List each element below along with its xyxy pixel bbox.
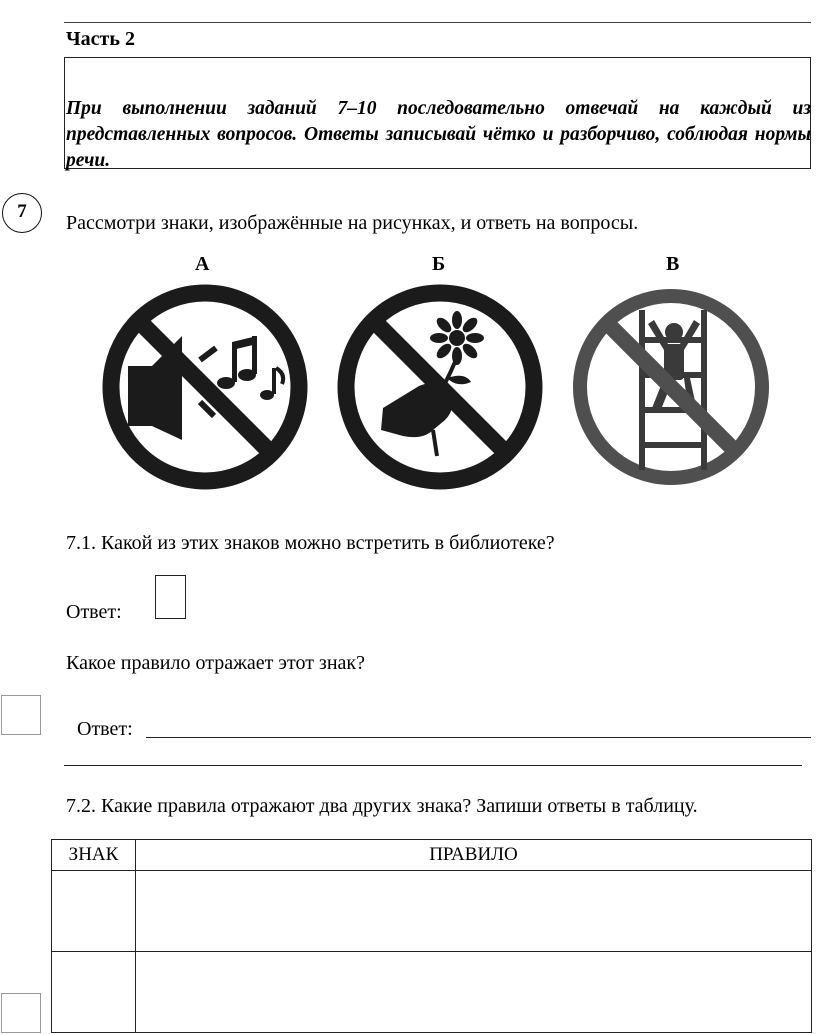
no-climbing-icon (564, 280, 778, 494)
table-cell-sign-1[interactable] (52, 871, 136, 952)
answer-label-7-1-rule: Ответ: (77, 718, 133, 740)
task-prompt: Рассмотри знаки, изображённые на рисунках, и ответь на вопросы. (66, 212, 639, 234)
question-7-2: 7.2. Какие правила отражают два других знака? Запиши ответы в таблицу. (66, 795, 698, 817)
table-cell-sign-2[interactable] (52, 952, 136, 1033)
task-number-badge: 7 (2, 193, 42, 233)
table-cell-rule-2[interactable] (136, 952, 812, 1033)
instructions-text: При выполнении заданий 7–10 последовательно отвечай на каждый из представленных вопросов. Ответы записывай чётко и разборчиво, соблюдая нормы речи. (66, 98, 811, 171)
answer-label-7-1: Ответ: (66, 601, 122, 623)
top-rule (64, 22, 811, 23)
answer-line-1[interactable] (146, 737, 811, 738)
part-title: Часть 2 (66, 28, 135, 50)
table-cell-rule-1[interactable] (136, 871, 812, 952)
sign-letter-v: В (666, 253, 680, 275)
question-7-1: 7.1. Какой из этих знаков можно встретить в библиотеке? (66, 532, 555, 554)
table-header-sign: ЗНАК (52, 840, 136, 871)
answer-box-7-1[interactable] (155, 575, 186, 619)
answer-line-2[interactable] (64, 765, 802, 766)
question-7-1-followup: Какое правило отражает этот знак? (66, 652, 366, 674)
no-picking-flowers-icon (333, 280, 547, 494)
score-box-7-2[interactable] (1, 993, 41, 1033)
score-box-7-1[interactable] (1, 695, 41, 735)
table-header-rule: ПРАВИЛО (136, 840, 812, 871)
sign-letter-b: Б (432, 253, 446, 275)
table-row (52, 871, 812, 952)
rules-table (51, 839, 812, 1033)
no-loud-music-icon (98, 280, 312, 494)
table-header-row (52, 840, 812, 871)
sign-letter-a: А (195, 253, 210, 275)
table-row (52, 952, 812, 1033)
